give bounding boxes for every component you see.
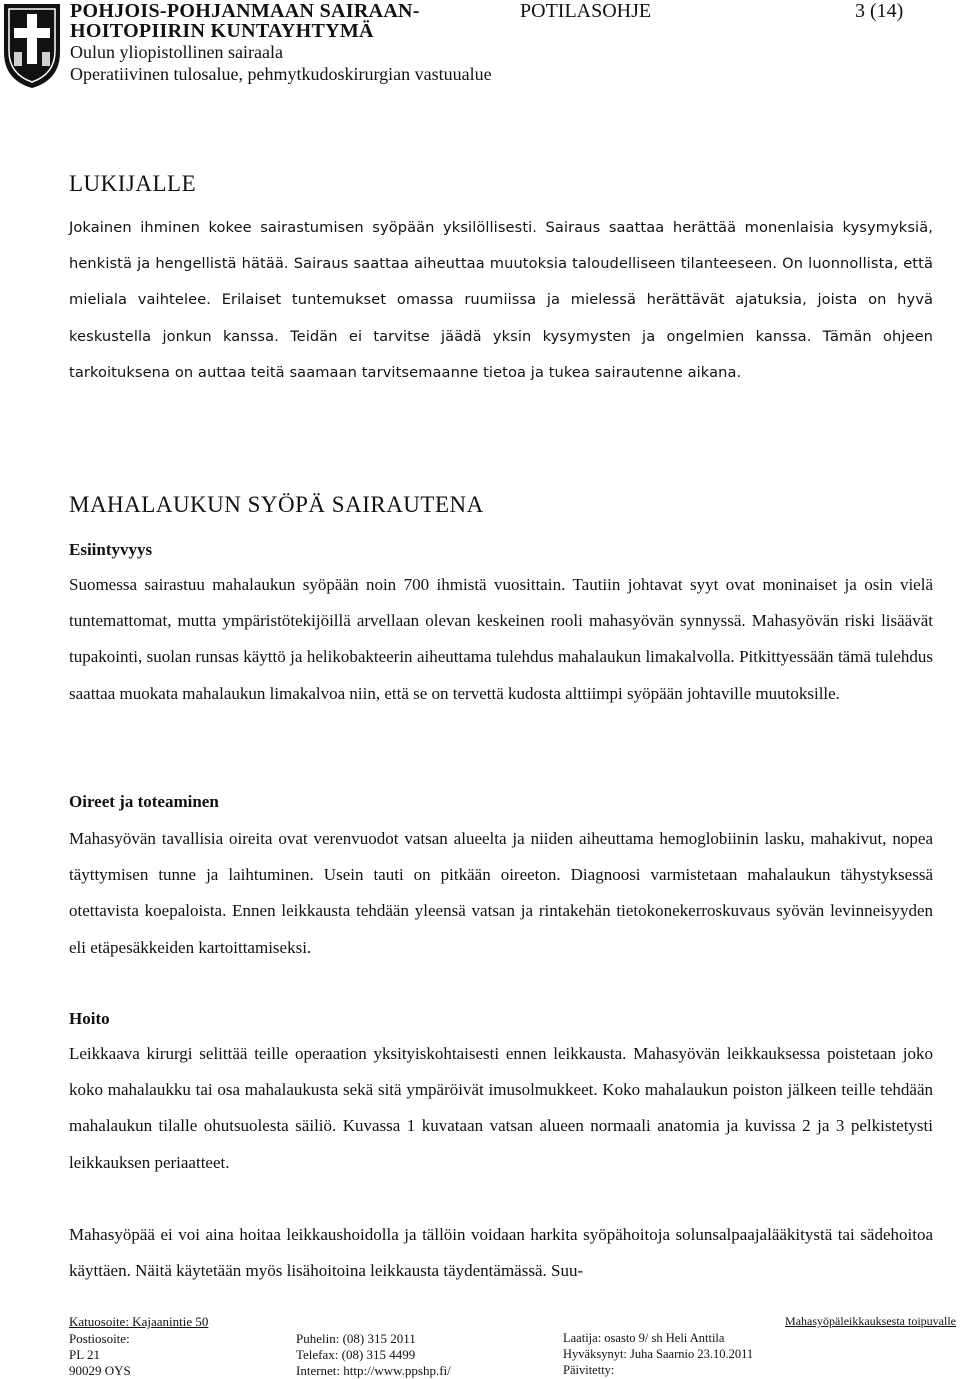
subheading-esiintyvyys: Esiintyvyys [69,540,153,559]
paragraph-hoito-1: Leikkaava kirurgi selittää teille operaation yksityiskohtaisesti ennen leikkausta. Mahasyövän leikkauksessa poistetaan joko koko mahalaukku tai osa mahalaukusta sekä sitä ympäröivät imusolmukkeet. Koko mahalaukun poiston jälkeen teille tehdään mahalaukun tilalle ohutsuolesta säiliö. Kuvassa 1 kuvataan vatsan alueen normaali anatomia ja kuvissa 2 ja 3 pelkistetysti leikkauksen periaatteet. [69,1044,933,1172]
footer-author: Laatija: osasto 9/ sh Heli Anttila [563,1331,725,1345]
footer-post-label: Postiosoite: [69,1331,130,1346]
paragraph-hoito-2: Mahasyöpää ei voi aina hoitaa leikkaushoidolla ja tällöin voidaan harkita syöpähoitoja solunsalpaajalääkitystä tai sädehoitoa käyttäen. Näitä käytetään myös lisähoitoina leikkausta täydentämässä. Suu- [69,1225,933,1281]
org-name-line2: HOITOPIIRIN KUNTAYHTYMÄ [70,20,374,42]
footer-po-box: PL 21 [69,1347,100,1362]
footer-doc-name: Mahasyöpäleikkauksesta toipuvalle [785,1314,956,1328]
hospital-district-logo [2,2,62,90]
subheading-oireet: Oireet ja toteaminen [69,792,219,811]
footer-postcode: 90029 OYS [69,1363,131,1378]
footer-updated: Päivitetty: [563,1363,615,1377]
hospital-name: Oulun yliopistollinen sairaala [70,42,283,62]
section-title-lukijalle: LUKIJALLE [69,171,197,196]
footer-fax: Telefax: (08) 315 4499 [296,1347,416,1362]
footer-internet[interactable]: Internet: http://www.ppshp.fi/ [296,1363,451,1378]
page-number: 3 (14) [855,0,904,22]
footer-phone: Puhelin: (08) 315 2011 [296,1331,416,1346]
subheading-hoito: Hoito [69,1009,110,1028]
footer-approved: Hyväksynyt: Juha Saarnio 23.10.2011 [563,1347,754,1361]
paragraph-oireet: Mahasyövän tavallisia oireita ovat verenvuodot vatsan alueelta ja niiden aiheuttama hemoglobiinin lasku, mahakivut, nopea täyttymisen tunne ja laihtuminen. Usein tauti on pitkään oireeton. Diagnoosi varmistetaan mahalaukun tähystyksessä otettavista koepaloista. Ennen leikkausta tehdään yleensä vatsan ja rintakehän tietokonekerroskuvaus syövän levinneisyyden eli etäpesäkkeiden kartoittamiseksi. [69,829,933,957]
unit-name: Operatiivinen tulosalue, pehmytkudoskirurgian vastuualue [70,64,492,84]
paragraph-esiintyvyys: Suomessa sairastuu mahalaukun syöpään noin 700 ihmistä vuosittain. Tautiin johtavat syyt ovat moninaiset ja osin vielä tuntemattomat, mutta ympäristötekijöillä arvellaan olevan keskeinen rooli mahasyövän synnyssä. Mahasyövän riski lisäävät tupakointi, suolan runsas käyttö ja helikobakteerin aiheuttama tulehdus mahalaukun limakalvolla. Pitkittyessään tämä tulehdus saattaa muokata mahalaukun limakalvoa niin, että se on tervettä kudosta alttiimpi syöpään johtaville muutoksille. [69,575,933,703]
org-name-line1: POHJOIS-POHJANMAAN SAIRAAN- [70,0,420,22]
section-title-mahalaukun-syopa: MAHALAUKUN SYÖPÄ SAIRAUTENA [69,492,484,517]
footer-address: Katuosoite: Kajaanintie 50 [69,1314,209,1329]
document-type: POTILASOHJE [520,0,652,22]
paragraph-lukijalle: Jokainen ihminen kokee sairastumisen syöpään yksilöllisesti. Sairaus saattaa herättää monenlaisia kysymyksiä, henkistä ja hengellistä hätää. Sairaus saattaa aiheuttaa muutoksia taloudelliseen tilanteeseen. On luonnollista, että mieliala vaihtelee. Erilaiset tuntemukset omassa ruumiissa ja mielessä herättävät ajatuksia, joista on hyvä keskustella jonkun kanssa. Teidän ei tarvitse jäädä yksin kysymysten ja ongelmien kanssa. Tämän ohjeen tarkoituksena on auttaa teitä saamaan tarvitsemaanne tietoa ja tukea sairautenne aikana. [69,219,933,381]
